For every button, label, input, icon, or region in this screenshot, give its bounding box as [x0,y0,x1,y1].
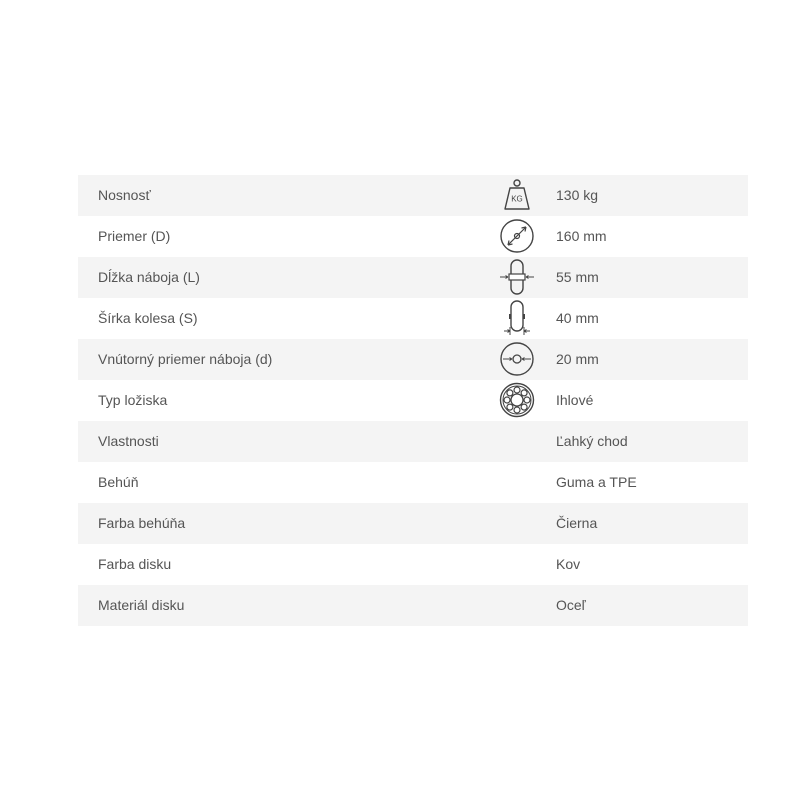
spec-value: 55 mm [556,269,599,285]
spec-value: Kov [556,556,581,572]
spec-row-diameter [78,216,748,257]
spec-value: Ihlové [556,392,594,408]
spec-row-inner-diameter [78,339,748,380]
spec-row-wheel-width [78,298,748,339]
spec-label: Nosnosť [98,187,151,203]
spec-label: Dĺžka náboja (L) [98,269,200,285]
spec-row-properties [78,421,748,462]
spec-label: Behúň [98,474,139,490]
wheel-width-icon [499,300,535,336]
spec-value: 40 mm [556,310,599,326]
spec-label: Farba disku [98,556,172,572]
spec-row-bearing-type [78,380,748,421]
diameter-icon [499,218,535,254]
inner-diameter-icon [499,341,535,377]
spec-row-tread-color [78,503,748,544]
spec-value: 160 mm [556,228,607,244]
weight-kg-icon [499,177,535,213]
spec-label: Vlastnosti [98,433,159,449]
spec-row-hub-length [78,257,748,298]
spec-table [78,175,748,626]
spec-value: Čierna [556,515,598,531]
spec-label: Typ ložiska [98,392,168,408]
bearing-icon [499,382,535,418]
spec-label: Priemer (D) [98,228,171,244]
spec-value: 130 kg [556,187,599,203]
spec-row-load-capacity [78,175,748,216]
spec-value: Oceľ [556,597,586,613]
hub-length-icon [499,259,535,295]
spec-label: Šírka kolesa (S) [98,310,198,326]
spec-label: Farba behúňa [98,515,186,531]
spec-row-tread [78,462,748,503]
spec-label: Vnútorný priemer náboja (d) [98,351,273,367]
spec-row-rim-color [78,544,748,585]
svg-text:KG: KG [511,194,523,204]
spec-value: 20 mm [556,351,599,367]
spec-value: Guma a TPE [556,474,637,490]
spec-row-rim-material [78,585,748,626]
spec-label: Materiál disku [98,597,185,613]
spec-value: Ľahký chod [556,433,628,449]
